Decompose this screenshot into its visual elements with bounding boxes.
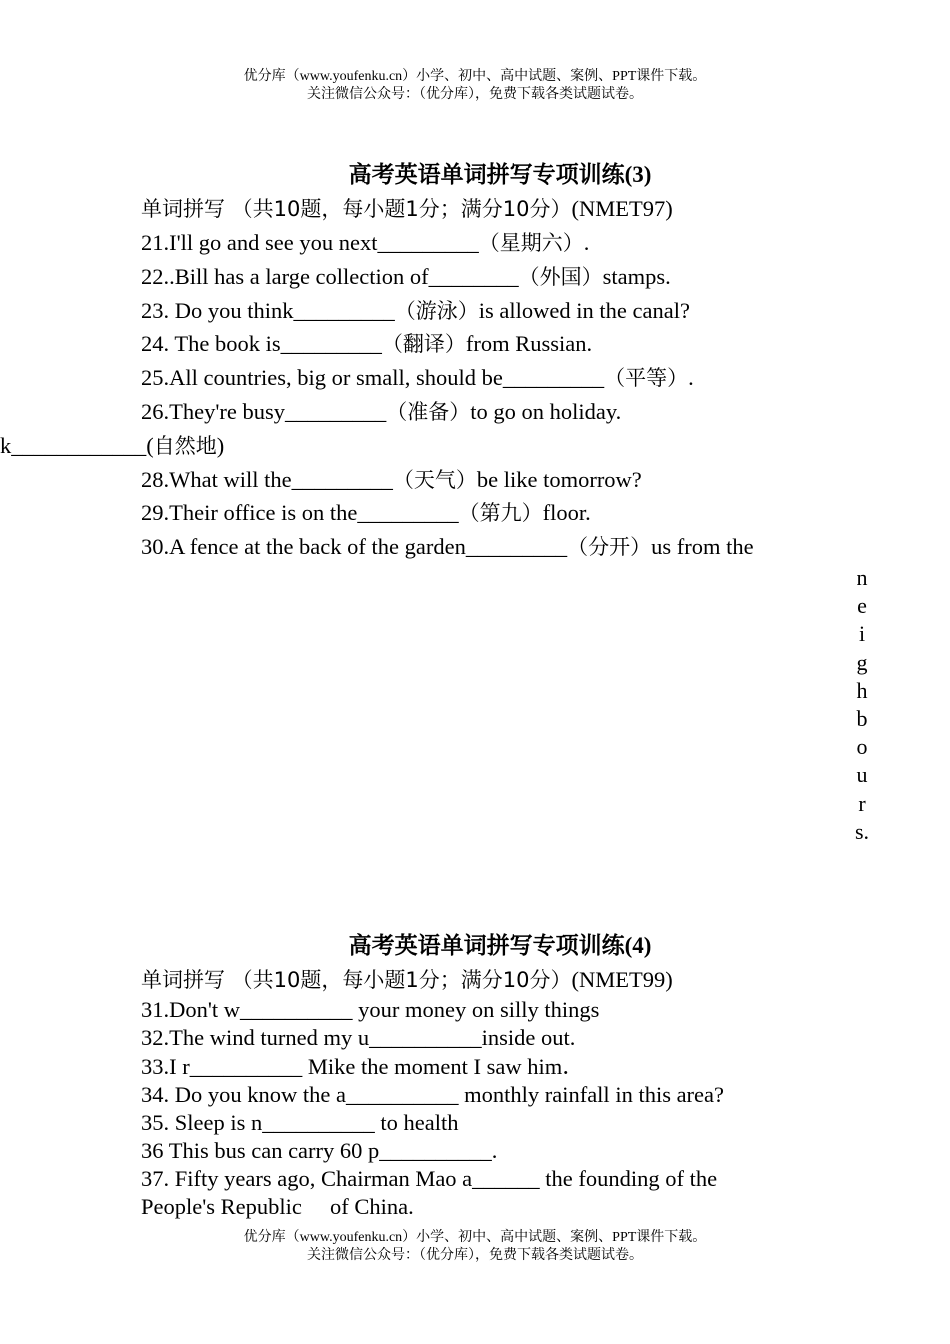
- section2-title: 高考英语单词拼写专项训练(4): [348, 933, 652, 959]
- section1-intro: 单词拼写 （共10题，每小题1分；满分10分）(NMET97): [141, 196, 673, 221]
- page-header: [0, 68, 950, 104]
- question-34: 34. Do you know the a__________ monthly rainfall in this area?: [141, 1082, 725, 1107]
- footer-line-2: 关注微信公众号：（优分库），免费下载各类试题试卷。: [307, 1248, 643, 1263]
- section2-intro: 单词拼写 （共10题，每小题1分；满分10分）(NMET99): [141, 967, 673, 992]
- question-37: 37. Fifty years ago, Chairman Mao a______ the founding of the: [141, 1166, 718, 1191]
- question-21: 21.I'll go and see you next_________（星期六）.: [141, 230, 590, 255]
- question-32: 32.The wind turned my u__________inside out.: [141, 1025, 576, 1050]
- question-31: 31.Don't w__________ your money on silly things: [141, 997, 600, 1022]
- question-28: 28.What will the_________（天气）be like tomorrow?: [141, 467, 642, 492]
- question-35: 35. Sleep is n__________ to health: [141, 1110, 459, 1135]
- question-33: 33.I r__________ Mike the moment I saw him．: [141, 1054, 585, 1079]
- question-30: 30.A fence at the back of the garden_________（分开）us from the: [141, 534, 754, 559]
- question-29: 29.Their office is on the_________（第九）floor.: [141, 500, 591, 525]
- question-37-continued: People's Republic of China.: [141, 1194, 414, 1219]
- page-footer: [0, 1229, 950, 1265]
- section1-title: 高考英语单词拼写专项训练(3): [348, 162, 652, 188]
- question-23: 23. Do you think_________（游泳）is allowed in the canal?: [141, 298, 690, 323]
- footer-line-1: 优分库（www.youfenku.cn）小学、初中、高中试题、案例、PPT课件下载。: [243, 1230, 707, 1245]
- question-30-overflow-word: neighbours.: [855, 565, 870, 844]
- question-36: 36 This bus can carry 60 p__________.: [141, 1138, 498, 1163]
- question-24: 24. The book is_________（翻译）from Russian.: [141, 331, 593, 356]
- question-25: 25.All countries, big or small, should be_________（平等）.: [141, 365, 694, 390]
- header-line-2: 关注微信公众号：（优分库），免费下载各类试题试卷。: [307, 87, 643, 102]
- question-27-fragment: k____________(自然地): [0, 433, 225, 458]
- question-26: 26.They're busy_________（准备）to go on holiday.: [141, 399, 622, 424]
- question-22: 22..Bill has a large collection of________（外国）stamps.: [141, 264, 671, 289]
- header-line-1: 优分库（www.youfenku.cn）小学、初中、高中试题、案例、PPT课件下载。: [243, 69, 707, 84]
